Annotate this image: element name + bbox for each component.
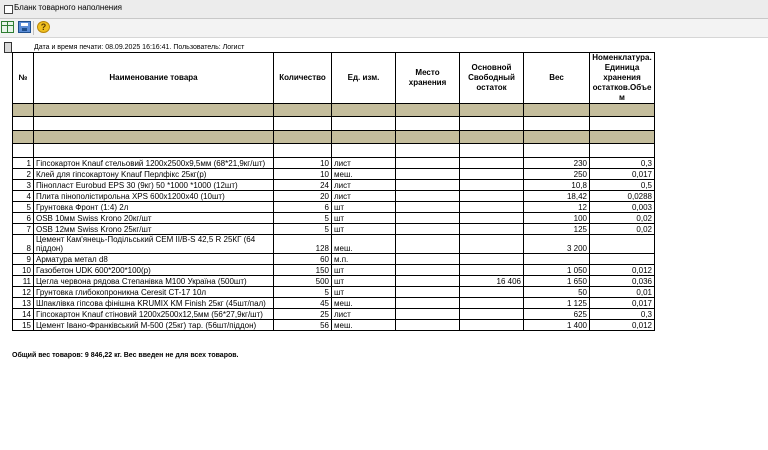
cell-unit: меш. <box>332 169 396 180</box>
group-band-row <box>13 104 655 117</box>
cell-num: 5 <box>13 202 34 213</box>
cell-qty: 20 <box>274 191 332 202</box>
cell-num: 7 <box>13 224 34 235</box>
cell-free <box>460 254 524 265</box>
cell-num: 1 <box>13 158 34 169</box>
cell-storage <box>396 235 460 254</box>
cell-qty: 5 <box>274 224 332 235</box>
cell-num: 4 <box>13 191 34 202</box>
cell-name: Цегла червона рядова Степанівка М100 Україна (500шт) <box>34 276 274 287</box>
cell-weight <box>524 254 590 265</box>
cell-storage <box>396 169 460 180</box>
cell-name: Цемент Івано-Франківський М-500 (25кг) тар. (56шт/піддон) <box>34 320 274 331</box>
cell-storage <box>396 191 460 202</box>
cell-free <box>460 191 524 202</box>
cell-qty: 45 <box>274 298 332 309</box>
cell-name: Цемент Кам'янець-Подільський CEM II/B-S 42,5 R 25КГ (64 піддон) <box>34 235 274 254</box>
table-row[interactable] <box>13 309 655 320</box>
cell-weight: 230 <box>524 158 590 169</box>
cell-unit: шт <box>332 202 396 213</box>
cell-qty: 10 <box>274 158 332 169</box>
cell-volume: 0,012 <box>590 265 655 276</box>
cell-weight: 250 <box>524 169 590 180</box>
cell-num: 12 <box>13 287 34 298</box>
cell-storage <box>396 287 460 298</box>
toolbar-separator <box>33 21 34 35</box>
table-row[interactable] <box>13 191 655 202</box>
cell-storage <box>396 180 460 191</box>
table-row[interactable] <box>13 265 655 276</box>
cell-name: Грунтовка глибокопроникна Ceresit CT-17 10л <box>34 287 274 298</box>
cell-unit: шт <box>332 265 396 276</box>
cell-volume: 0,0288 <box>590 191 655 202</box>
cell-name: Пінопласт Eurobud EPS 30 (9кг) 50 *1000 *1000 (12шт) <box>34 180 274 191</box>
cell-free <box>460 265 524 276</box>
cell-name: Шпаклівка гіпсова фінішна KRUMIX KM Finish 25кг (45шт/пал) <box>34 298 274 309</box>
cell-qty: 56 <box>274 320 332 331</box>
table-row[interactable] <box>13 180 655 191</box>
cell-volume <box>590 235 655 254</box>
col-header-free: Основной Свободный остаток <box>460 53 524 104</box>
cell-marker[interactable] <box>4 42 12 53</box>
cell-unit: лист <box>332 180 396 191</box>
cell-free <box>460 169 524 180</box>
cell-num: 8 <box>13 235 34 254</box>
cell-free <box>460 213 524 224</box>
cell-num: 10 <box>13 265 34 276</box>
col-header-volume: Номенклатура. Единица хранения остатков.Объе м <box>590 53 655 104</box>
cell-name: Грунтовка Фронт (1:4) 2л <box>34 202 274 213</box>
cell-weight: 125 <box>524 224 590 235</box>
cell-weight: 3 200 <box>524 235 590 254</box>
cell-free <box>460 320 524 331</box>
cell-weight: 50 <box>524 287 590 298</box>
cell-name: Гіпсокартон Knauf стельовий 1200х2500х9,5мм (68*21,9кг/шт) <box>34 158 274 169</box>
goods-table <box>12 52 655 331</box>
table-row[interactable] <box>13 320 655 331</box>
cell-volume: 0,3 <box>590 158 655 169</box>
cell-free <box>460 287 524 298</box>
cell-name: OSB 10мм Swiss Krono 20кг/шт <box>34 213 274 224</box>
cell-storage <box>396 254 460 265</box>
blank-row <box>13 117 655 131</box>
col-header-unit: Ед. изм. <box>332 53 396 104</box>
cell-weight: 1 650 <box>524 276 590 287</box>
cell-name: Клей для гіпсокартону Knauf Перлфікс 25кг(р) <box>34 169 274 180</box>
cell-unit: меш. <box>332 298 396 309</box>
cell-volume: 0,012 <box>590 320 655 331</box>
cell-weight: 1 400 <box>524 320 590 331</box>
print-info: Дата и время печати: 08.09.2025 16:16:41. Пользователь: Логист <box>34 44 245 51</box>
cell-unit: меш. <box>332 320 396 331</box>
col-header-storage: Место хранения <box>396 53 460 104</box>
window-title: Бланк товарного наполнения <box>14 3 123 12</box>
cell-unit: шт <box>332 224 396 235</box>
cell-num: 9 <box>13 254 34 265</box>
cell-name: Газобетон UDK 600*200*100(р) <box>34 265 274 276</box>
cell-weight: 12 <box>524 202 590 213</box>
cell-name: Плита пінополістирольна XPS 600х1200х40 (10шт) <box>34 191 274 202</box>
toolbar <box>0 19 768 38</box>
cell-num: 14 <box>13 309 34 320</box>
cell-storage <box>396 224 460 235</box>
cell-num: 6 <box>13 213 34 224</box>
cell-volume <box>590 254 655 265</box>
cell-num: 11 <box>13 276 34 287</box>
cell-free <box>460 180 524 191</box>
table-row[interactable] <box>13 235 655 254</box>
cell-storage <box>396 158 460 169</box>
cell-volume: 0,017 <box>590 169 655 180</box>
cell-free <box>460 298 524 309</box>
group-band-row <box>13 131 655 144</box>
cell-qty: 25 <box>274 309 332 320</box>
cell-volume: 0,02 <box>590 224 655 235</box>
table-row[interactable] <box>13 202 655 213</box>
cell-volume: 0,003 <box>590 202 655 213</box>
cell-free <box>460 309 524 320</box>
cell-qty: 6 <box>274 202 332 213</box>
cell-storage <box>396 265 460 276</box>
cell-weight: 18,42 <box>524 191 590 202</box>
cell-unit: лист <box>332 158 396 169</box>
table-icon[interactable] <box>1 21 14 33</box>
cell-storage <box>396 276 460 287</box>
table-row[interactable] <box>13 298 655 309</box>
cell-weight: 625 <box>524 309 590 320</box>
cell-storage <box>396 298 460 309</box>
table-row[interactable] <box>13 158 655 169</box>
cell-qty: 60 <box>274 254 332 265</box>
cell-free <box>460 158 524 169</box>
cell-qty: 150 <box>274 265 332 276</box>
window-titlebar <box>0 0 768 19</box>
cell-qty: 5 <box>274 287 332 298</box>
cell-volume: 0,5 <box>590 180 655 191</box>
cell-num: 3 <box>13 180 34 191</box>
window-icon <box>4 5 13 14</box>
cell-unit: лист <box>332 309 396 320</box>
cell-volume: 0,01 <box>590 287 655 298</box>
cell-unit: шт <box>332 287 396 298</box>
cell-free: 16 406 <box>460 276 524 287</box>
cell-num: 15 <box>13 320 34 331</box>
cell-weight: 1 125 <box>524 298 590 309</box>
table-row[interactable] <box>13 254 655 265</box>
table-row[interactable] <box>13 169 655 180</box>
header-row <box>13 53 655 104</box>
save-icon[interactable] <box>18 21 31 33</box>
cell-storage <box>396 213 460 224</box>
cell-unit: лист <box>332 191 396 202</box>
cell-weight: 10,8 <box>524 180 590 191</box>
cell-name: Гіпсокартон Knauf стіновий 1200х2500х12,5мм (56*27,9кг/шт) <box>34 309 274 320</box>
cell-qty: 10 <box>274 169 332 180</box>
cell-qty: 5 <box>274 213 332 224</box>
cell-name: Арматура метал d8 <box>34 254 274 265</box>
cell-free <box>460 202 524 213</box>
table-row[interactable] <box>13 213 655 224</box>
cell-storage <box>396 320 460 331</box>
cell-unit: шт <box>332 213 396 224</box>
cell-volume: 0,017 <box>590 298 655 309</box>
cell-weight: 100 <box>524 213 590 224</box>
cell-name: OSB 12мм Swiss Krono 25кг/шт <box>34 224 274 235</box>
table-row[interactable] <box>13 287 655 298</box>
col-header-weight: Вес <box>524 53 590 104</box>
cell-unit: м.п. <box>332 254 396 265</box>
table-row[interactable] <box>13 224 655 235</box>
cell-qty: 128 <box>274 235 332 254</box>
col-header-num: № <box>13 53 34 104</box>
cell-storage <box>396 309 460 320</box>
cell-num: 2 <box>13 169 34 180</box>
cell-unit: меш. <box>332 235 396 254</box>
col-header-name: Наименование товара <box>34 53 274 104</box>
cell-qty: 24 <box>274 180 332 191</box>
blank-row <box>13 144 655 158</box>
cell-weight: 1 050 <box>524 265 590 276</box>
total-weight-note: Общий вес товаров: 9 846,22 кг. Вес введен не для всех товаров. <box>12 352 239 359</box>
help-icon[interactable]: ? <box>37 21 50 33</box>
col-header-qty: Количество <box>274 53 332 104</box>
cell-storage <box>396 202 460 213</box>
cell-unit: шт <box>332 276 396 287</box>
cell-volume: 0,02 <box>590 213 655 224</box>
table-row[interactable] <box>13 276 655 287</box>
cell-free <box>460 224 524 235</box>
cell-volume: 0,3 <box>590 309 655 320</box>
cell-free <box>460 235 524 254</box>
cell-qty: 500 <box>274 276 332 287</box>
cell-volume: 0,036 <box>590 276 655 287</box>
cell-num: 13 <box>13 298 34 309</box>
